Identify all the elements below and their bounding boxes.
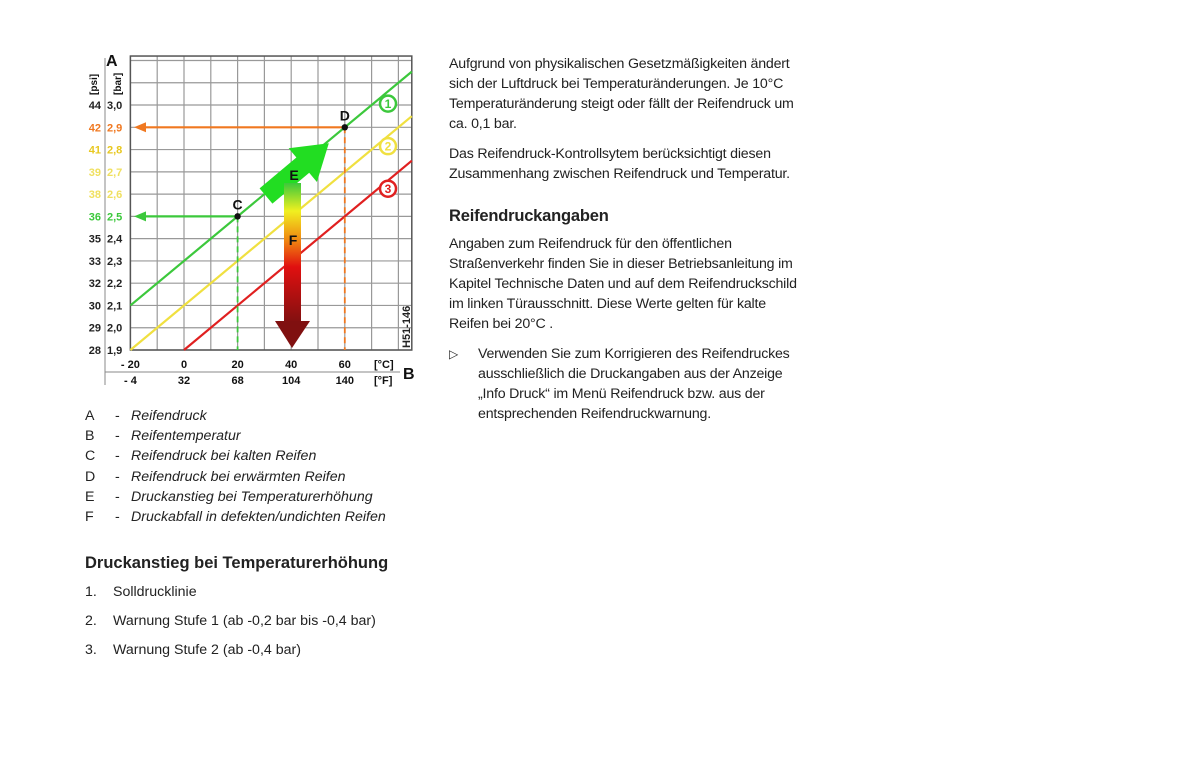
y-tick-psi: 33 [88, 255, 101, 268]
point-C [234, 213, 240, 219]
x-unit-celsius: [°C] [374, 359, 394, 371]
legend-text: Reifendruck bei kalten Reifen [131, 448, 317, 465]
heading-tire-pressure-specs: Reifendruckangaben [449, 207, 609, 225]
legend-dash: - [115, 408, 120, 424]
x-tick-celsius: 0 [180, 359, 188, 371]
x-tick-fahrenheit: - 4 [123, 375, 137, 387]
legend-text: Druckabfall in defekten/undichten Reifen [131, 509, 386, 526]
list-item [85, 584, 376, 613]
legend-key: F [85, 509, 94, 526]
chart-legend [85, 406, 386, 527]
y-tick-bar: 2,4 [107, 233, 123, 246]
legend-dash: - [115, 488, 120, 505]
y-tick-psi: 38 [88, 189, 101, 202]
legend-dash: - [115, 509, 120, 526]
y-tick-psi: 28 [88, 345, 101, 357]
legend-dash: - [115, 448, 120, 465]
legend-item [85, 487, 386, 507]
pressure-arrow-head [134, 122, 146, 132]
x-tick-fahrenheit: 104 [282, 375, 301, 387]
pressure-drop-arrow-head [275, 321, 310, 348]
point-label: C [232, 196, 243, 213]
y-tick-psi: 30 [88, 300, 101, 313]
legend-key: E [85, 488, 95, 505]
section-heading: Druckanstieg bei Temperaturerhöhung [85, 554, 389, 572]
list-number: 2. [85, 613, 97, 629]
paragraph-specs: Angaben zum Reifendruck für den öffentlichen Straßenverkehr finden Sie in dieser Betriebsanleitung im Kapitel Technische Daten und auf dem Reifendruckschild im linken Türausschnitt. Diese Werte gelten für kalte Reifen bei 20°C . [449, 236, 797, 332]
pressure-drop-arrow-shaft [284, 183, 301, 323]
y-tick-psi: 35 [88, 233, 101, 246]
y-tick-bar: 2,9 [107, 122, 123, 135]
list-text: Warnung Stufe 1 (ab -0,2 bar bis -0,4 bar) [113, 613, 376, 629]
numbered-list [85, 584, 376, 671]
figure-code: H51-146 [401, 305, 413, 348]
x-tick-fahrenheit: 68 [231, 375, 244, 387]
x-unit-fahrenheit: [°F] [374, 375, 393, 387]
list-text: Warnung Stufe 2 (ab -0,4 bar) [113, 642, 301, 658]
series-badge-label: 3 [384, 182, 392, 197]
y-tick-bar: 2,2 [107, 278, 123, 291]
triangle-bullet-icon: ▷ [449, 347, 459, 361]
legend-text: Reifentemperatur [131, 428, 241, 445]
list-number: 1. [85, 584, 97, 600]
x-tick-celsius: 60 [338, 359, 351, 371]
point-label: D [339, 107, 350, 124]
chart-axes [89, 58, 400, 387]
series-badge-label: 1 [384, 97, 392, 112]
y-tick-psi: 44 [88, 100, 101, 113]
y-tick-bar: 1,9 [107, 345, 123, 357]
legend-dash: - [115, 428, 120, 445]
chart-grid [130, 56, 411, 350]
x-tick-celsius: 40 [285, 359, 298, 371]
y-tick-bar: 2,6 [107, 189, 123, 202]
y-tick-psi: 32 [88, 278, 101, 291]
right-column [449, 54, 799, 424]
legend-key: A [85, 408, 95, 424]
arrow-label-e: E [289, 167, 299, 183]
legend-text: Druckanstieg bei Temperaturerhöhung [131, 488, 373, 505]
y-tick-psi: 42 [88, 122, 101, 135]
legend-item [85, 507, 386, 527]
y-tick-bar: 2,5 [107, 211, 123, 224]
y-axis-letter: A [106, 53, 118, 70]
pressure-arrow-head [134, 211, 146, 221]
paragraph-temperature: Aufgrund von physikalischen Gesetzmäßigkeiten ändert sich der Luftdruck bei Temperaturänderungen. Je 10°C Temperaturänderung steigt oder fällt der Reifendruck um ca. 0,1 bar. [449, 56, 794, 132]
y-unit-psi: [psi] [89, 73, 100, 95]
instruction-item [449, 344, 799, 424]
x-axis-letter: B [403, 366, 415, 383]
y-tick-bar: 2,8 [107, 144, 123, 157]
legend-text: Reifendruck bei erwärmten Reifen [131, 468, 346, 485]
list-item [85, 613, 376, 642]
legend-dash: - [115, 468, 120, 485]
legend-item [85, 467, 386, 487]
legend-item [85, 406, 386, 426]
series-badge-label: 2 [384, 139, 392, 154]
legend-key: D [85, 468, 96, 485]
y-tick-psi: 41 [88, 144, 101, 157]
y-tick-bar: 2,3 [107, 255, 123, 268]
arrow-label-f: F [288, 232, 298, 248]
y-unit-bar: [bar] [113, 72, 124, 95]
x-tick-fahrenheit: 140 [335, 375, 354, 387]
list-text: Solldrucklinie [113, 584, 197, 600]
list-item [85, 642, 376, 671]
list-number: 3. [85, 642, 97, 658]
legend-item [85, 426, 386, 446]
y-tick-bar: 2,7 [107, 166, 123, 179]
legend-item [85, 446, 386, 466]
instruction-text: Verwenden Sie zum Korrigieren des Reifendruckes ausschließlich die Druckangaben aus der Anzeige „Info Druck“ im Menü Reifendruck bzw. aus der entsprechenden Reifendruckwarnung. [478, 346, 790, 422]
chart-series [130, 72, 411, 350]
x-tick-celsius: - 20 [120, 359, 140, 371]
y-tick-bar: 3,0 [107, 100, 123, 113]
y-tick-bar: 2,0 [107, 322, 123, 335]
y-tick-psi: 36 [88, 211, 101, 224]
legend-text: Reifendruck [131, 408, 207, 424]
legend-key: B [85, 428, 95, 445]
paragraph-control-system: Das Reifendruck-Kontrollsytem berücksichtigt diesen Zusammenhang zwischen Reifendruck und Temperatur. [449, 146, 790, 182]
point-D [342, 124, 348, 130]
pressure-temperature-chart [0, 0, 430, 400]
y-tick-psi: 29 [88, 322, 101, 335]
legend-key: C [85, 448, 96, 465]
x-tick-celsius: 20 [231, 359, 244, 371]
y-tick-psi: 39 [88, 166, 101, 179]
series-line-2 [130, 116, 411, 350]
x-tick-fahrenheit: 32 [177, 375, 191, 387]
y-tick-bar: 2,1 [107, 300, 123, 313]
